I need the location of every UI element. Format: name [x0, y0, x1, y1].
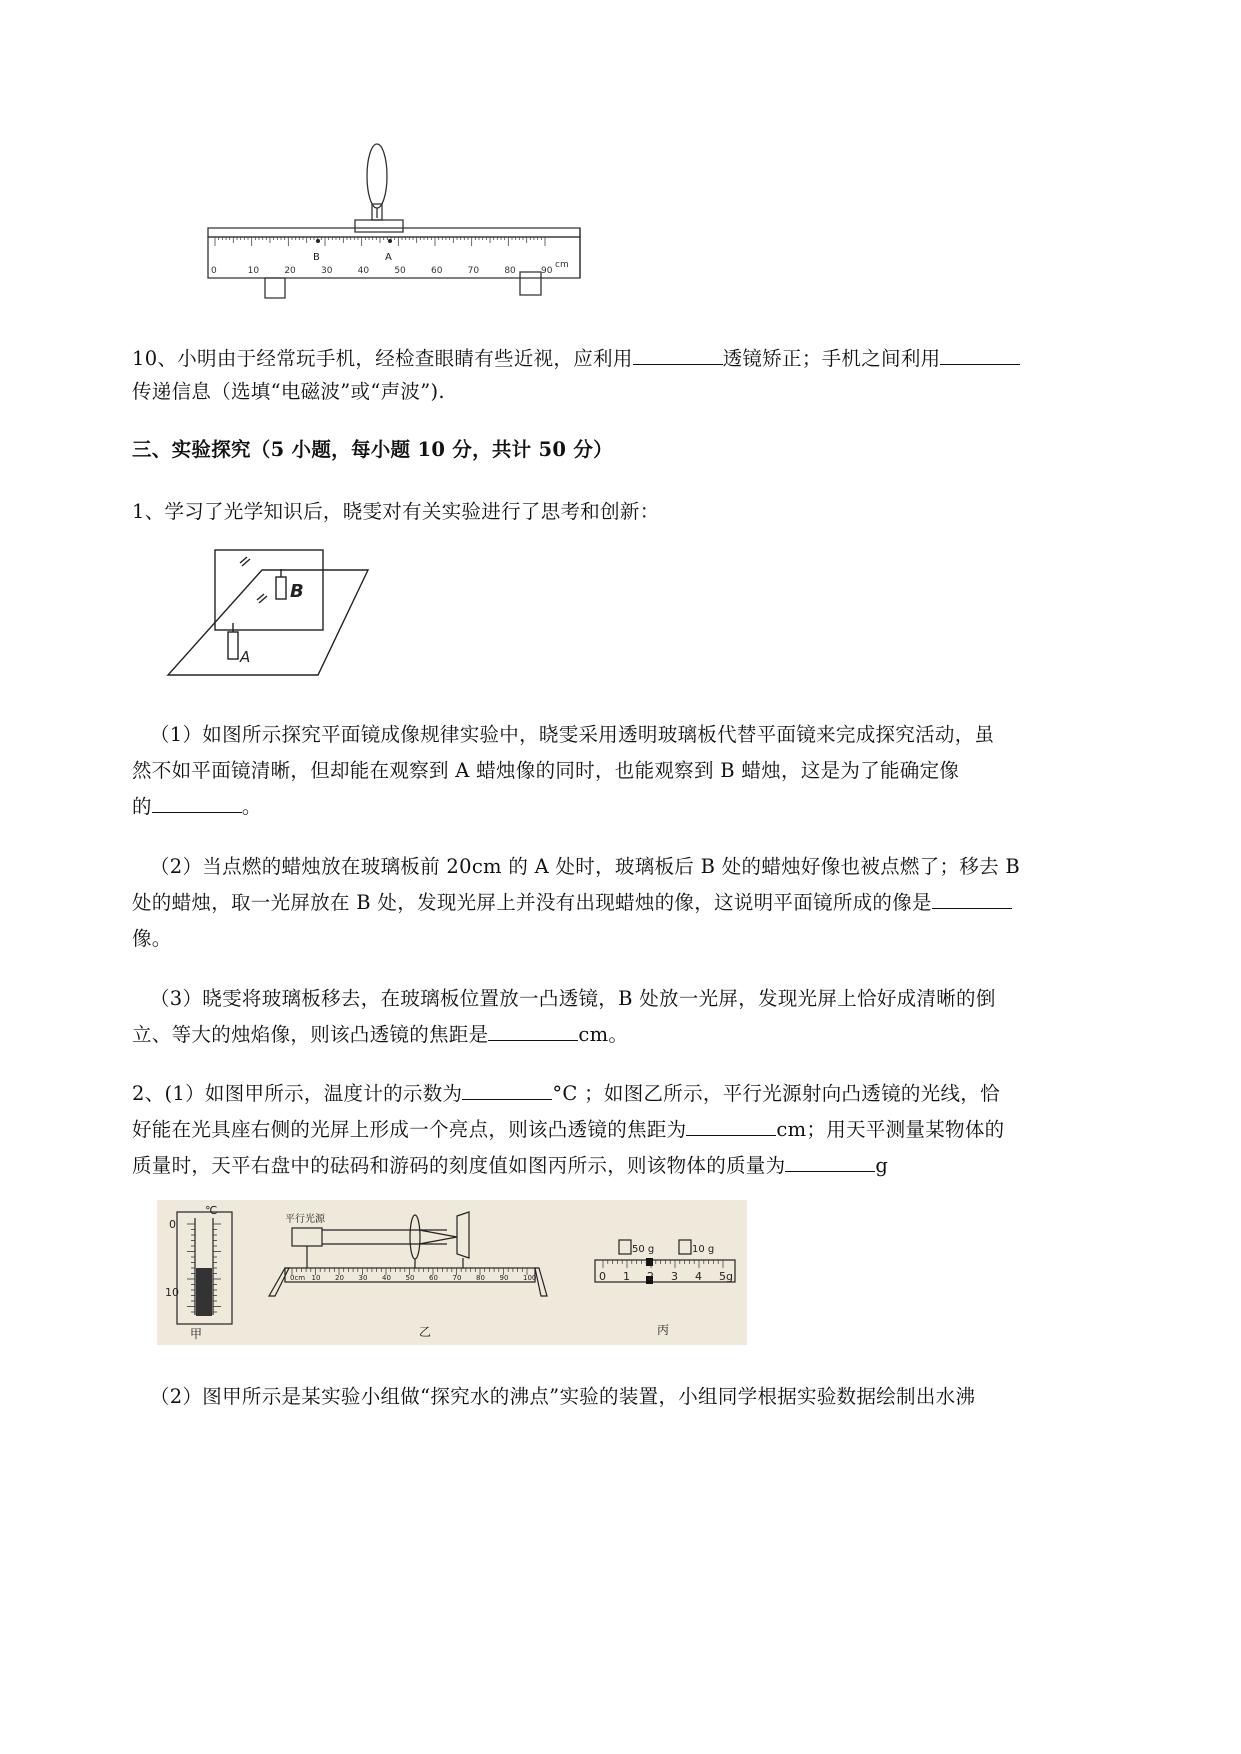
p1-s2-line1: （2）当点燃的蜡烛放在玻璃板前 20cm 的 A 处时，玻璃板后 B 处的蜡烛好像也被点燃了；移去 B: [150, 855, 1021, 878]
bench-tick-label: 80: [476, 1274, 485, 1282]
bench-tick-label: 100: [523, 1274, 537, 1282]
caption-bing: 丙: [657, 1323, 670, 1337]
q10-blank-2[interactable]: [940, 346, 1020, 365]
p1-s1-line3: [132, 791, 262, 819]
p1-s1-text-b: 。: [241, 795, 262, 818]
p2-line1: [132, 1078, 1000, 1106]
bench-tick-label: 60: [429, 1274, 438, 1282]
q10-text-a: 10、小明由于经常玩手机，经检查眼睛有些近视，应利用: [132, 347, 633, 370]
p1-s3-line1: （3）晓雯将玻璃板移去，在玻璃板位置放一凸透镜，B 处放一光屏，发现光屏上恰好成清晰的倒: [150, 987, 996, 1010]
p1-s3-text-b: cm。: [578, 1023, 629, 1046]
measurement-figure: [157, 1200, 747, 1345]
caption-jia: 甲: [190, 1327, 203, 1341]
weight-10g: 10 g: [692, 1244, 715, 1255]
p2-text-2a: 好能在光具座右侧的光屏上形成一个亮点，则该凸透镜的焦距为: [132, 1118, 687, 1141]
q10-blank-1[interactable]: [633, 346, 723, 365]
bench-tick-label: 10: [311, 1274, 321, 1282]
p1-s1-line1: （1）如图所示探究平面镜成像规律实验中，晓雯采用透明玻璃板代替平面镜来完成探究活动，虽: [150, 723, 995, 746]
ruler-tick-label: 90: [541, 266, 553, 276]
ruler-unit: cm: [555, 260, 569, 270]
p1-s3-line2: [132, 1019, 628, 1047]
bench-start-label: 0cm: [290, 1274, 306, 1282]
ruler-tick-label: 70: [467, 266, 480, 276]
q10-line2: 传递信息（选填“电磁波”或“声波”).: [132, 380, 445, 403]
ruler-tick-label: 20: [284, 266, 296, 276]
ruler-tick-label: 40: [357, 266, 370, 276]
ruler-mark-b: B: [313, 252, 320, 263]
scale-tick-label: 1: [623, 1270, 630, 1283]
ruler-tick-label: 10: [247, 266, 260, 276]
optical-bench-figure: [205, 140, 645, 310]
p1-s2-blank[interactable]: [932, 890, 1012, 909]
p2-text-1b: °C ；如图乙所示，平行光源射向凸透镜的光线，恰: [552, 1082, 1000, 1105]
source-label: 平行光源: [285, 1214, 325, 1225]
p2-text-3a: 质量时，天平右盘中的砝码和游码的刻度值如图丙所示，则该物体的质量为: [132, 1154, 786, 1177]
scale-tick-label: 0: [599, 1270, 606, 1283]
p1-s2-line3: 像。: [132, 927, 172, 950]
thermo-bottom-label: 10: [165, 1286, 179, 1299]
p2-text-1a: 2、(1）如图甲所示，温度计的示数为: [132, 1082, 463, 1105]
p2-line3: [132, 1150, 888, 1178]
ruler-tick-label: 0: [211, 266, 217, 276]
ruler-tick-label: 30: [321, 266, 333, 276]
ruler-tick-label: 80: [504, 266, 516, 276]
p1-s3-text-a: 立、等大的烛焰像，则该凸透镜的焦距是: [132, 1023, 489, 1046]
p2-blank-3[interactable]: [785, 1153, 875, 1172]
p2-blank-2[interactable]: [686, 1117, 776, 1136]
p1-intro: 1、学习了光学知识后，晓雯对有关实验进行了思考和创新：: [132, 500, 660, 523]
p2-blank-1[interactable]: [462, 1081, 552, 1100]
bench-tick-label: 30: [358, 1274, 368, 1282]
p1-s3-blank[interactable]: [488, 1022, 578, 1041]
thermo-unit: ℃: [205, 1204, 218, 1217]
p2-text-3b: g: [875, 1154, 889, 1177]
bench-tick-label: 90: [499, 1274, 509, 1282]
p1-s1-line2: 然不如平面镜清晰，但却能在观察到 A 蜡烛像的同时，也能观察到 B 蜡烛，这是为了能确定像: [132, 759, 960, 782]
thermo-top-label: 0: [169, 1218, 176, 1231]
ruler-mark-a-dot: [388, 239, 392, 243]
q10-text-b: 透镜矫正；手机之间利用: [722, 347, 941, 370]
section3-title: 三、实验探究（5 小题，每小题 10 分，共计 50 分）: [132, 438, 613, 461]
p2-line2: [132, 1114, 1004, 1142]
scale-tick-label: 4: [695, 1270, 702, 1283]
caption-yi: 乙: [419, 1325, 432, 1339]
bench-tick-label: 20: [335, 1274, 344, 1282]
bench-tick-label: 50: [405, 1274, 415, 1282]
bench-tick-label: 70: [452, 1274, 462, 1282]
p1-s1-text-a: 的: [132, 795, 152, 818]
ruler-mark-b-dot: [316, 239, 320, 243]
candle-a-label: A: [240, 648, 251, 666]
p1-s1-blank[interactable]: [152, 794, 242, 813]
scale-tick-label: 5g: [719, 1270, 733, 1283]
q10-line1: [132, 343, 1020, 371]
bench-tick-label: 40: [382, 1274, 391, 1282]
ruler-tick-label: 60: [431, 266, 443, 276]
p2-text-2b: cm；用天平测量某物体的: [776, 1118, 1005, 1141]
p1-s2-line2: [132, 887, 1012, 915]
ruler-tick-label: 50: [394, 266, 406, 276]
mirror-experiment-figure: [165, 545, 375, 685]
p1-s2-text: 处的蜡烛，取一光屏放在 B 处，发现光屏上并没有出现蜡烛的像，这说明平面镜所成的像是: [132, 891, 932, 914]
candle-b-label: B: [290, 581, 304, 602]
scale-tick-label: 2: [647, 1270, 654, 1283]
scale-tick-label: 3: [671, 1270, 678, 1283]
ruler-mark-a: A: [385, 252, 392, 263]
p2-s2-line1: （2）图甲所示是某实验小组做“探究水的沸点”实验的装置，小组同学根据实验数据绘制出水沸: [150, 1385, 976, 1408]
weight-50g: 50 g: [632, 1244, 655, 1255]
